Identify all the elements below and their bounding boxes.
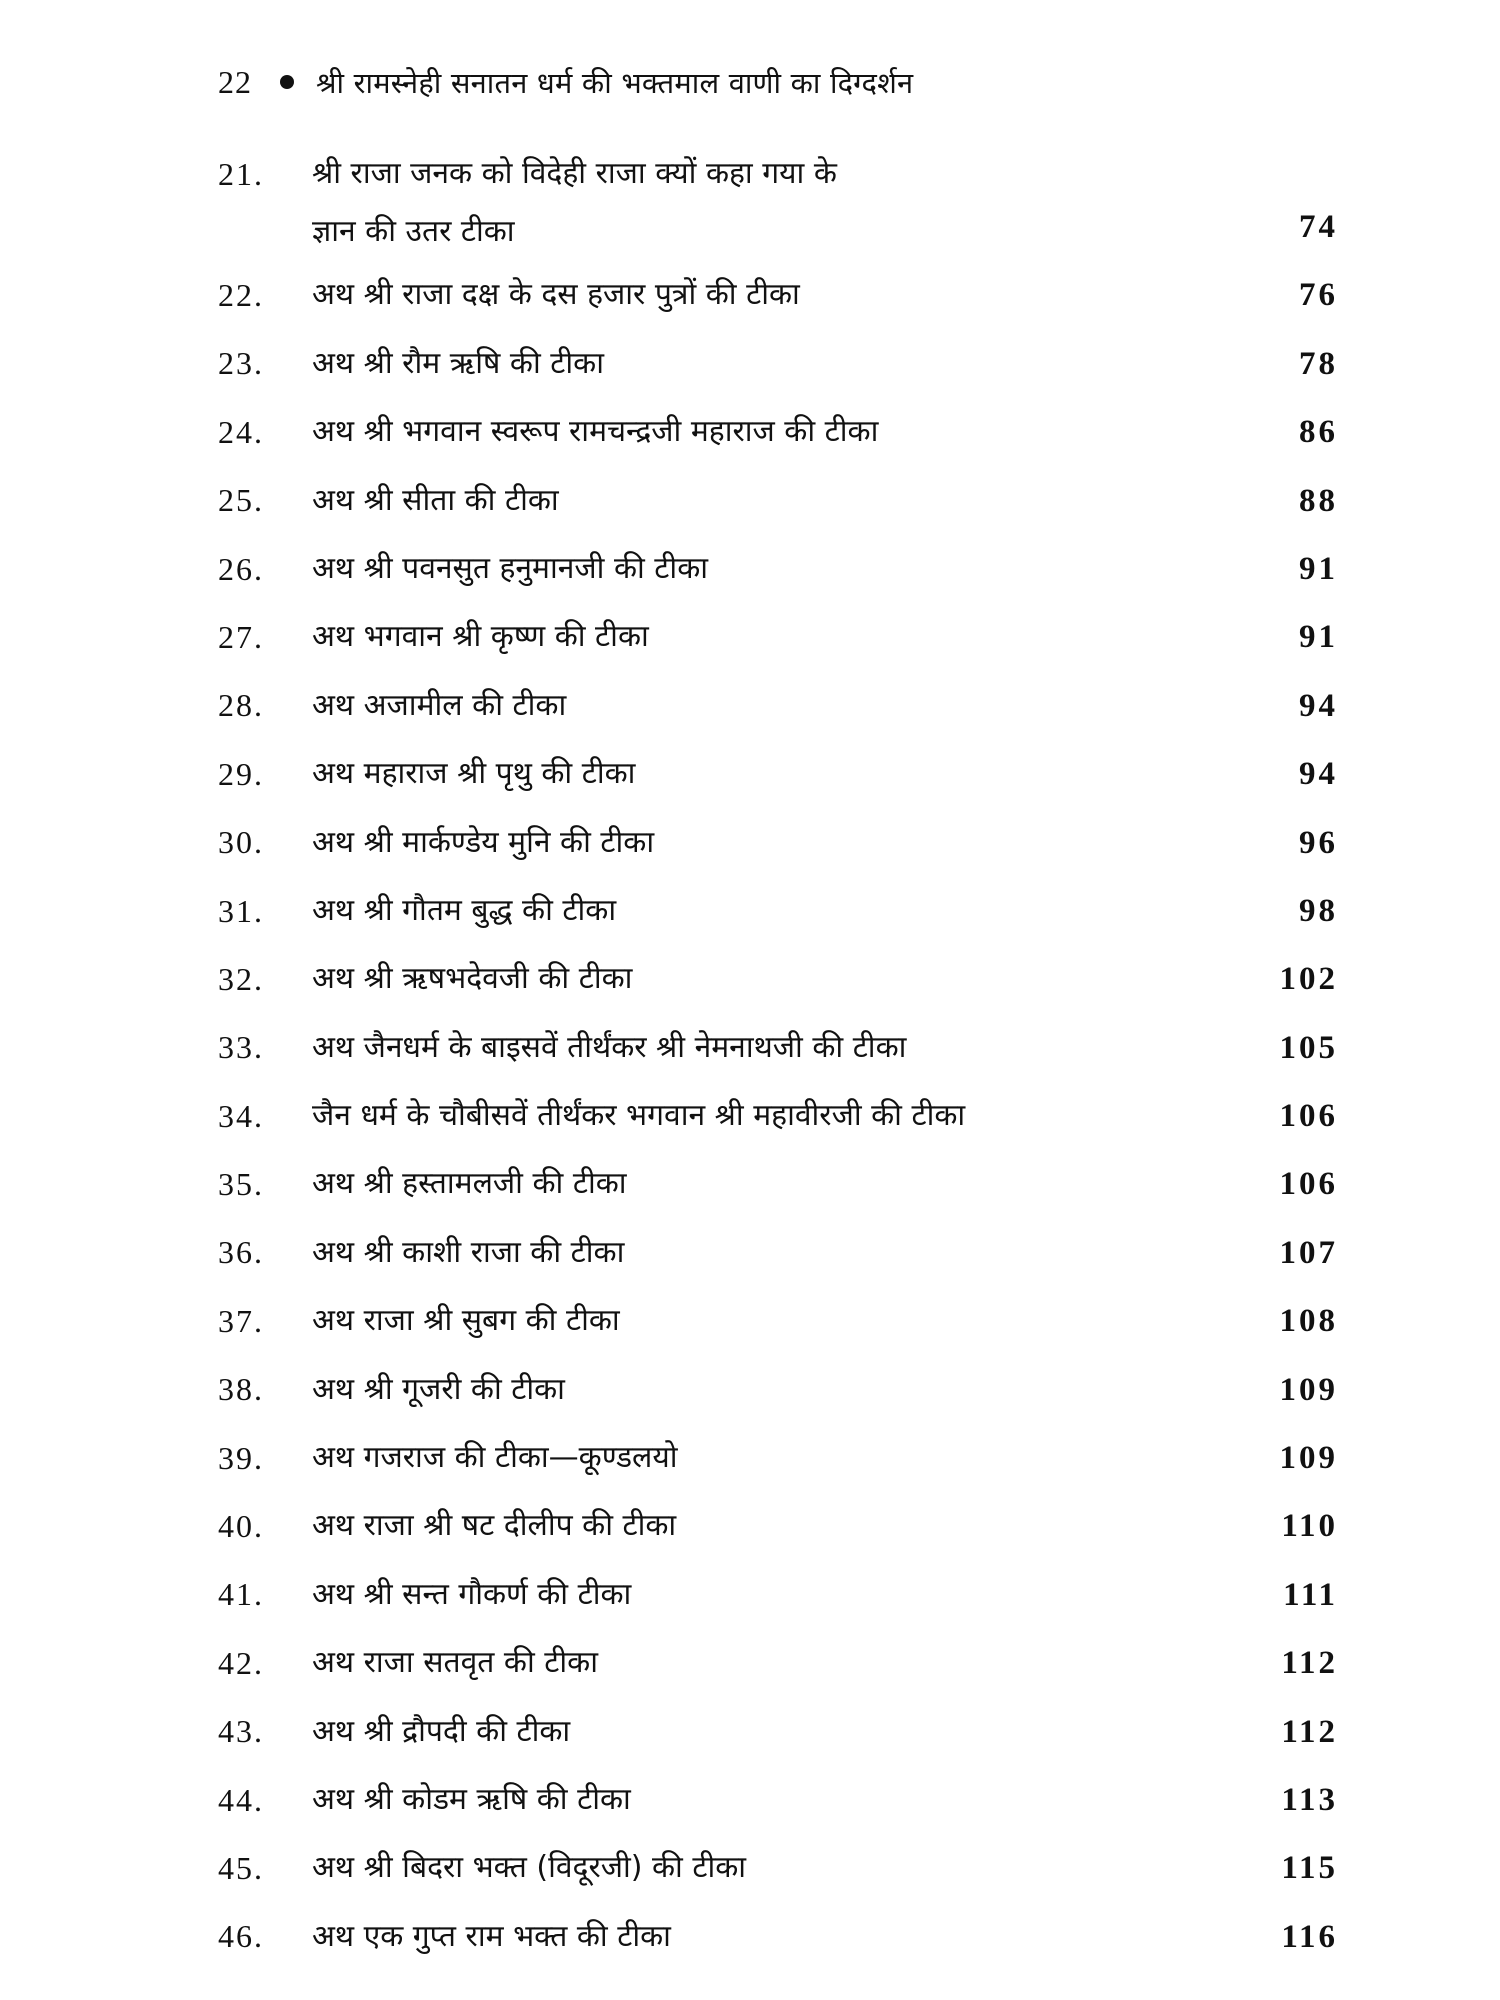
toc-entry <box>218 398 1338 466</box>
entry-number: 23. <box>218 345 264 382</box>
entry-title: अथ श्री सन्त गौकर्ण की टीका <box>312 1576 632 1612</box>
entry-page: 91 <box>1299 619 1338 656</box>
entry-title: श्री राजा जनक को विदेही राजा क्यों कहा गया के ज्ञान की उतर टीका <box>312 156 837 249</box>
entry-number: 27. <box>218 618 264 655</box>
toc-entry <box>218 1560 1338 1628</box>
toc-entry <box>218 1218 1338 1286</box>
entry-title: जैन धर्म के चौबीसवें तीर्थंकर भगवान श्री महावीरजी की टीका <box>312 1098 966 1134</box>
entry-title: अथ श्री काशी राजा की टीका <box>312 1234 625 1270</box>
entry-page: 112 <box>1281 1713 1338 1750</box>
entry-title: अथ राजा श्री षट दीलीप की टीका <box>312 1508 677 1544</box>
toc-entry <box>218 466 1338 534</box>
entry-number: 43. <box>218 1713 264 1750</box>
bullet-icon <box>280 75 294 89</box>
toc-entry <box>218 1629 1338 1697</box>
entry-number: 40. <box>218 1508 264 1545</box>
toc-entry <box>218 808 1338 876</box>
entry-number: 39. <box>218 1439 264 1476</box>
entry-page: 96 <box>1299 824 1338 861</box>
entry-page: 111 <box>1283 1576 1338 1613</box>
entry-title: अथ श्री राजा दक्ष के दस हजार पुत्रों की टीका <box>312 277 800 313</box>
toc-entry <box>218 1766 1338 1834</box>
entry-page: 78 <box>1299 345 1338 382</box>
entry-page: 109 <box>1279 1440 1338 1477</box>
toc-entry <box>218 877 1338 945</box>
entry-number: 44. <box>218 1781 264 1818</box>
entry-page: 106 <box>1279 1098 1338 1135</box>
toc-entry <box>218 740 1338 808</box>
entry-title: अथ श्री द्रौपदी की टीका <box>312 1713 571 1749</box>
entry-title: अथ श्री मार्कण्डेय मुनि की टीका <box>312 824 655 860</box>
entry-number: 26. <box>218 550 264 587</box>
entry-title: अथ श्री गूजरी की टीका <box>312 1371 565 1407</box>
entry-number: 30. <box>218 824 264 861</box>
entry-page: 94 <box>1299 756 1338 793</box>
entry-title: अथ अजामील की टीका <box>312 687 567 723</box>
entry-title: अथ श्री हस्तामलजी की टीका <box>312 1166 627 1202</box>
toc-entry <box>218 1834 1338 1902</box>
entry-page: 76 <box>1299 277 1338 314</box>
entry-title: अथ श्री ऋषभदेवजी की टीका <box>312 961 633 997</box>
entry-page: 109 <box>1279 1371 1338 1408</box>
toc-entry <box>218 535 1338 603</box>
entry-page: 105 <box>1279 1029 1338 1066</box>
entry-number: 38. <box>218 1371 264 1408</box>
toc-entry <box>218 603 1338 671</box>
toc-entry <box>218 1013 1338 1081</box>
entry-number: 35. <box>218 1166 264 1203</box>
toc-entry <box>218 1287 1338 1355</box>
entry-page: 74 <box>1299 209 1338 245</box>
toc-entry <box>218 671 1338 739</box>
entry-page: 102 <box>1279 961 1338 998</box>
entry-title: अथ राजा श्री सुबग की टीका <box>312 1303 620 1339</box>
entry-number: 29. <box>218 755 264 792</box>
entry-title: अथ श्री बिदरा भक्त (विदूरजी) की टीका <box>312 1850 747 1886</box>
entry-title: अथ श्री पवनसुत हनुमानजी की टीका <box>312 550 709 586</box>
entry-number: 41. <box>218 1576 264 1613</box>
entry-title: अथ श्री भगवान स्वरूप रामचन्द्रजी महाराज की टीका <box>312 414 879 450</box>
entry-page: 91 <box>1299 550 1338 587</box>
entry-page: 113 <box>1281 1781 1338 1818</box>
entry-number: 46. <box>218 1918 264 1955</box>
entry-page: 110 <box>1281 1508 1338 1545</box>
entry-title: अथ महाराज श्री पृथु की टीका <box>312 756 636 792</box>
entry-page: 115 <box>1281 1850 1338 1887</box>
entry-number: 34. <box>218 1097 264 1134</box>
entry-number: 37. <box>218 1302 264 1339</box>
entry-title: अथ श्री गौतम बुद्ध की टीका <box>312 892 617 928</box>
entry-page: 108 <box>1279 1303 1338 1340</box>
entry-number: 24. <box>218 413 264 450</box>
toc-entry <box>218 1355 1338 1423</box>
toc-entry <box>218 1697 1338 1765</box>
entry-number: 25. <box>218 482 264 519</box>
entry-number: 42. <box>218 1644 264 1681</box>
entry-number: 28. <box>218 687 264 724</box>
toc-entry <box>218 1150 1338 1218</box>
entry-page: 94 <box>1299 687 1338 724</box>
toc-entry <box>218 261 1338 329</box>
entry-page: 106 <box>1279 1166 1338 1203</box>
entry-page: 107 <box>1279 1234 1338 1271</box>
entry-title: अथ जैनधर्म के बाइसवें तीर्थंकर श्री नेमनाथजी की टीका <box>312 1029 907 1065</box>
entry-page: 112 <box>1281 1645 1338 1682</box>
entry-title: अथ श्री सीता की टीका <box>312 482 559 518</box>
toc-entry <box>218 140 1338 261</box>
entry-page: 88 <box>1299 482 1338 519</box>
entry-number: 32. <box>218 960 264 997</box>
running-header <box>218 52 1368 112</box>
entry-title: अथ राजा सतवृत की टीका <box>312 1645 598 1681</box>
entry-title: अथ एक गुप्त राम भक्त की टीका <box>312 1918 671 1954</box>
entry-title: अथ भगवान श्री कृष्ण की टीका <box>312 619 649 655</box>
page-number: 22 <box>218 63 252 100</box>
entry-title: अथ गजराज की टीका—कूण्डलयो <box>312 1440 678 1476</box>
entry-page: 86 <box>1299 414 1338 451</box>
entry-number: 31. <box>218 892 264 929</box>
entry-title: अथ श्री रौम ऋषि की टीका <box>312 345 604 381</box>
entry-number: 33. <box>218 1029 264 1066</box>
toc-entry <box>218 1902 1338 1970</box>
toc-entry <box>218 1424 1338 1492</box>
entry-page: 98 <box>1299 892 1338 929</box>
running-title: श्री रामस्नेही सनातन धर्म की भक्तमाल वाणी का दिग्दर्शन <box>316 65 914 100</box>
entry-title: अथ श्री कोडम ऋषि की टीका <box>312 1781 631 1817</box>
entry-page: 116 <box>1281 1918 1338 1955</box>
entry-number: 36. <box>218 1234 264 1271</box>
entry-number: 45. <box>218 1849 264 1886</box>
toc-entry <box>218 1082 1338 1150</box>
toc-entry <box>218 945 1338 1013</box>
toc-entry <box>218 329 1338 397</box>
toc-entry <box>218 1492 1338 1560</box>
table-of-contents <box>218 140 1338 1971</box>
entry-number: 22. <box>218 277 264 313</box>
entry-number: 21. <box>218 156 264 192</box>
